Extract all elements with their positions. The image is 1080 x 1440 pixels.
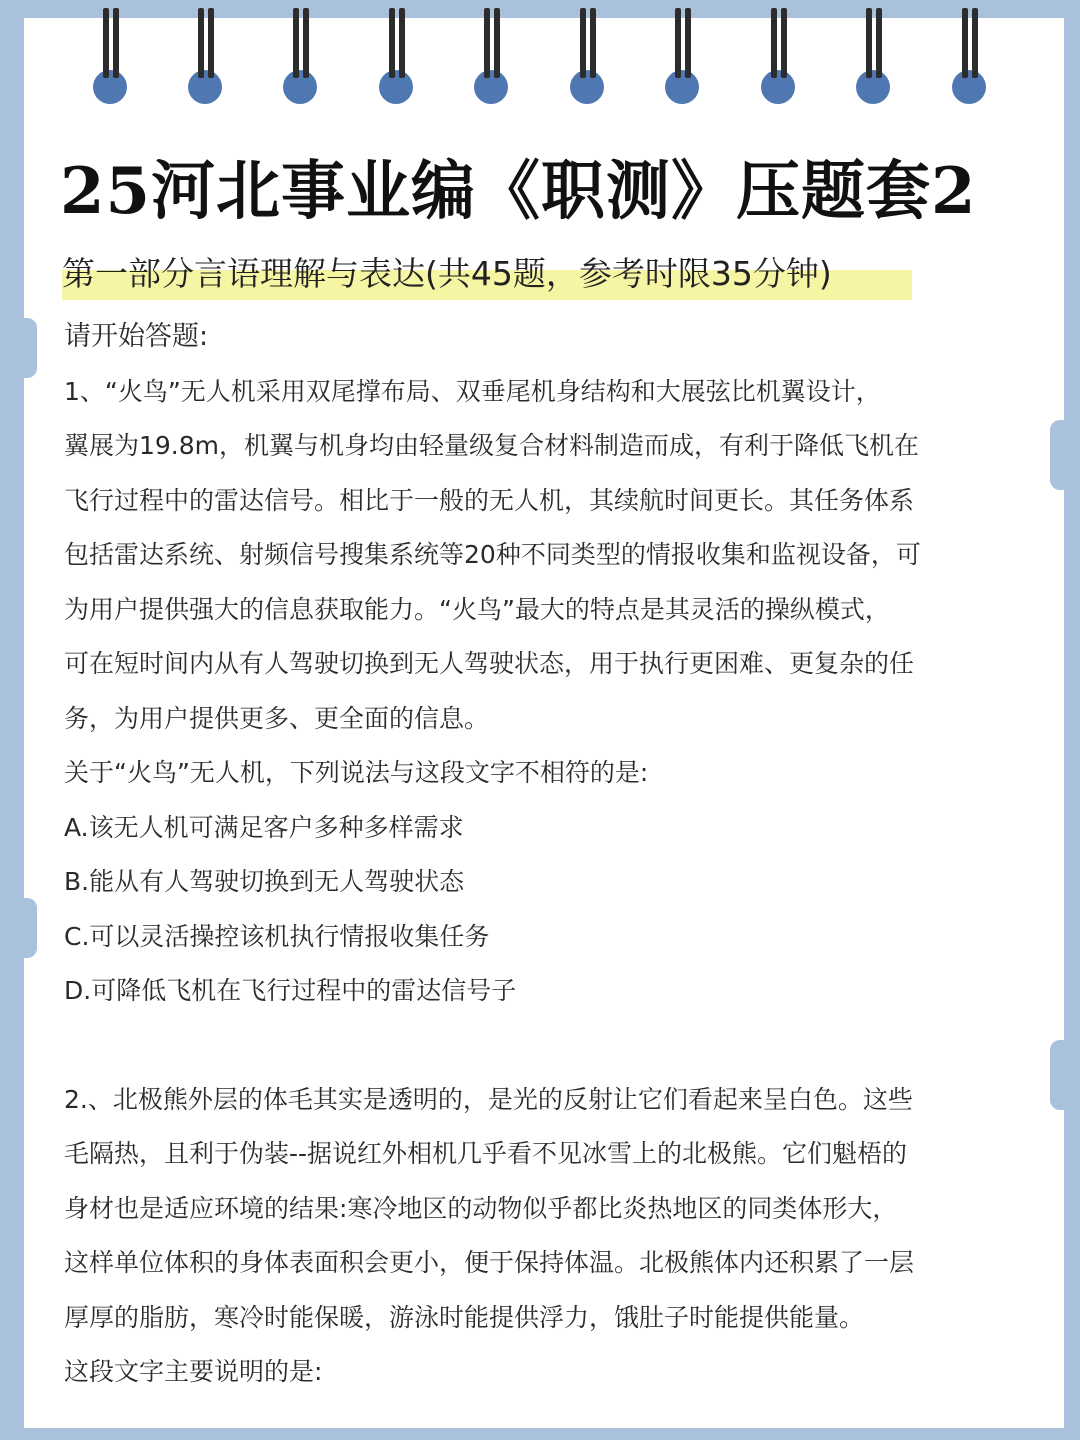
q1-text-line: 包括雷达系统、射频信号搜集系统等20种不同类型的情报收集和监视设备，可 <box>64 540 921 569</box>
q1-text-line: 飞行过程中的雷达信号。相比于一般的无人机，其续航时间更长。其任务体系 <box>64 485 915 515</box>
binding-ring-icon <box>93 8 127 104</box>
q2-text-line: 毛隔热，且利于伪装--据说红外相机几乎看不见冰雪上的北极熊。它们魁梧的 <box>64 1139 908 1168</box>
q1-option-d: D.可降低飞机在飞行过程中的雷达信号子 <box>64 976 517 1005</box>
q1-question: 关于“火鸟”无人机，下列说法与这段文字不相符的是: <box>64 758 649 787</box>
q2-question: 这段文字主要说明的是: <box>64 1357 323 1386</box>
binding-ring-icon <box>665 8 699 104</box>
binding-ring-icon <box>570 8 604 104</box>
q2-text-line: 2.、北极熊外层的体毛其实是透明的，是光的反射让它们看起来呈白色。这些 <box>64 1084 913 1114</box>
binding-ring-icon <box>856 8 890 104</box>
question-body <box>64 310 1024 1400</box>
binding-ring-icon <box>379 8 413 104</box>
page-notch-right <box>1050 1040 1064 1110</box>
section-header <box>62 248 832 300</box>
page-notch-right <box>1050 420 1064 490</box>
binding-ring-icon <box>188 8 222 104</box>
binding-ring-icon <box>283 8 317 104</box>
q1-text-line: 可在短时间内从有人驾驶切换到无人驾驶状态，用于执行更困难、更复杂的任 <box>64 649 915 678</box>
q1-text-line: 1、“火鸟”无人机采用双尾撑布局、双垂尾机身结构和大展弦比机翼设计， <box>64 376 881 406</box>
q1-text-line: 翼展为19.8m，机翼与机身均由轻量级复合材料制造而成，有利于降低飞机在 <box>64 431 920 460</box>
q2-text-line: 身材也是适应环境的结果:寒冷地区的动物似乎都比炎热地区的同类体形大， <box>64 1193 898 1223</box>
page-notch <box>23 318 37 378</box>
intro-text: 请开始答题: <box>64 321 209 352</box>
q1-option-c: C.可以灵活操控该机执行情报收集任务 <box>64 921 490 951</box>
binding-ring-icon <box>952 8 986 104</box>
q1-option-a: A.该无人机可满足客户多种多样需求 <box>64 812 464 842</box>
binding-ring-icon <box>474 8 508 104</box>
q1-option-b: B.能从有人驾驶切换到无人驾驶状态 <box>64 867 465 896</box>
binding-ring-icon <box>761 8 795 104</box>
spiral-binding <box>0 0 1080 110</box>
question-spacer <box>64 1019 1024 1073</box>
page-title: 25河北事业编《职测》压题套2 <box>60 154 977 229</box>
q1-text-line: 务，为用户提供更多、更全面的信息。 <box>64 703 490 733</box>
q2-text-line: 这样单位体积的身体表面积会更小，便于保持体温。北极熊体内还积累了一层 <box>64 1248 915 1277</box>
section-title: 第一部分言语理解与表达(共45题，参考时限35分钟) <box>62 254 832 293</box>
q1-text-line: 为用户提供强大的信息获取能力。“火鸟”最大的特点是其灵活的操纵模式， <box>64 594 890 624</box>
q2-text-line: 厚厚的脂肪，寒冷时能保暖，游泳时能提供浮力，饿肚子时能提供能量。 <box>64 1302 865 1332</box>
page-notch <box>23 898 37 958</box>
